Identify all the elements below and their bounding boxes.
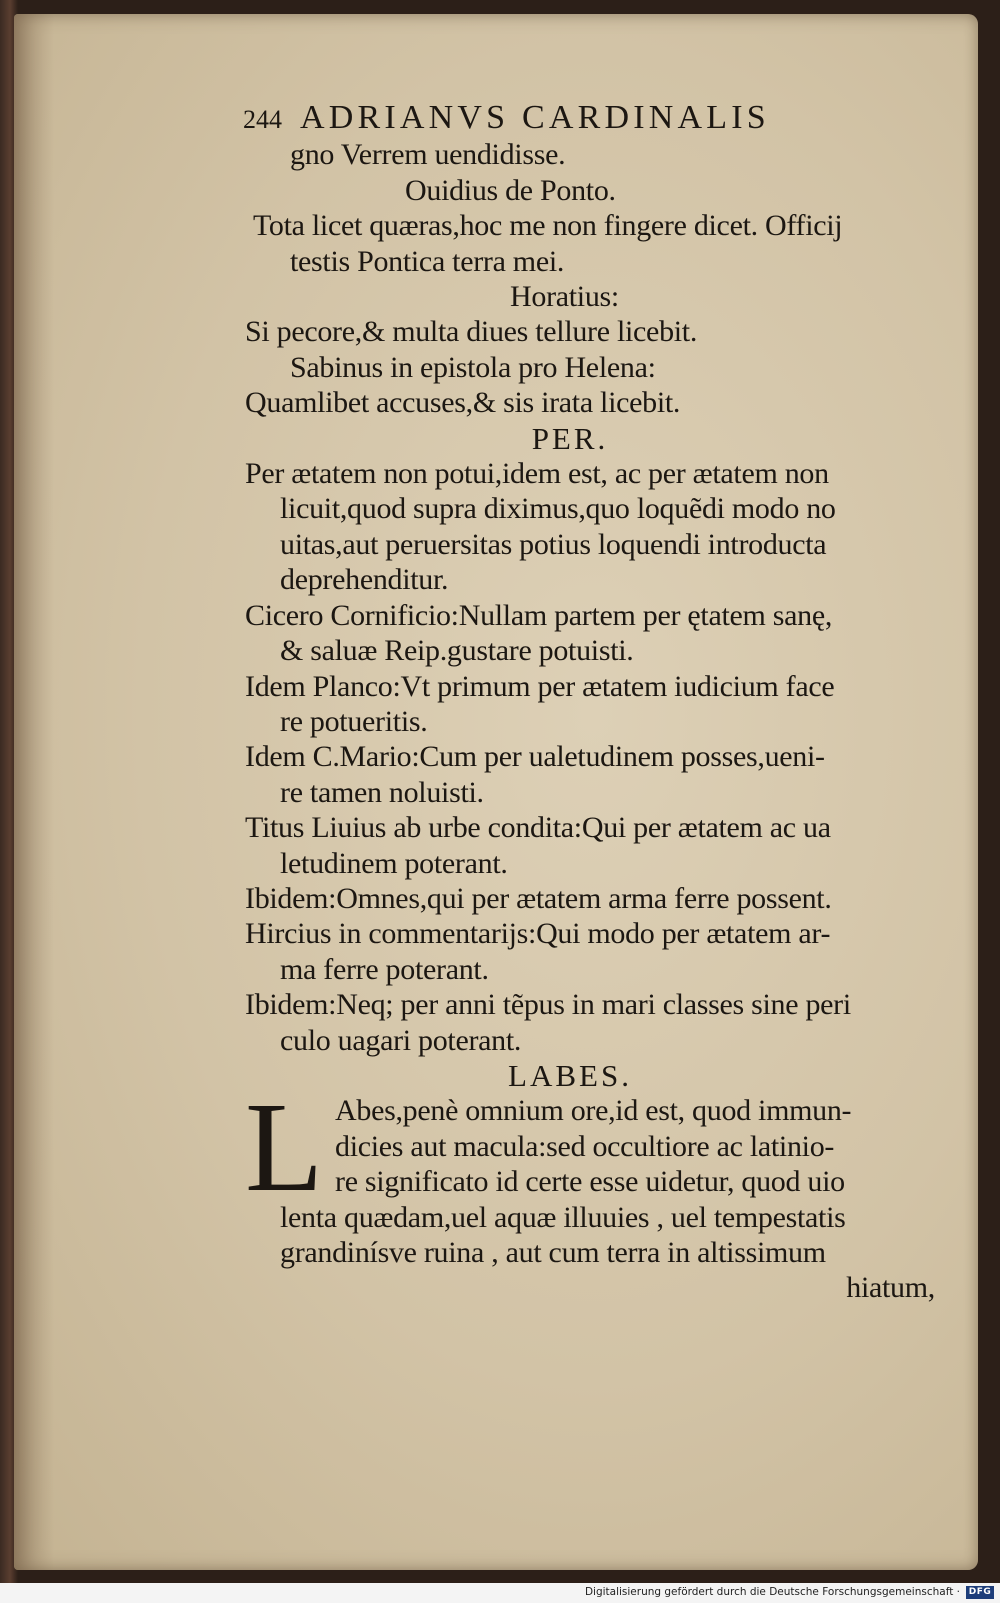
section-heading-labes: LABES. <box>508 1057 632 1093</box>
citation-heading: Horatius: <box>510 280 619 314</box>
text-line: re potueritis. <box>280 704 428 738</box>
text-line: dicies aut macula:sed occultiore ac latinio- <box>335 1129 835 1163</box>
funding-notice: Digitalisierung gefördert durch die Deutsche Forschungsgemeinschaft · <box>584 1586 960 1598</box>
text-line: uitas,aut peruersitas potius loquendi introducta <box>280 527 827 561</box>
text-line: Abes,penè omnium ore,id est, quod immun- <box>335 1094 852 1128</box>
text-line: testis Pontica terra mei. <box>290 244 565 278</box>
catchword: hiatum, <box>846 1271 935 1305</box>
text-line: grandinísve ruina , aut cum terra in altissimum <box>280 1236 826 1269</box>
text-line: Per ætatem non potui,idem est, ac per ætatem non <box>245 457 829 491</box>
text-line: Quamlibet accuses,& sis irata licebit. <box>245 386 681 420</box>
text-line: re tamen noluisti. <box>280 775 484 809</box>
citation-heading: Ouidius de Ponto. <box>405 173 616 207</box>
text-line: deprehenditur. <box>280 563 449 597</box>
text-line: Cicero Cornificio:Nullam partem per ętatem sanę, <box>245 598 833 632</box>
text-line: Ibidem:Neq; per anni tẽpus in mari classes sine peri <box>245 988 851 1022</box>
text-line: Si pecore,& multa diues tellure licebit. <box>245 315 698 349</box>
running-head: ADRIANVS CARDINALIS <box>300 99 770 136</box>
citation-heading: Sabinus in epistola pro Helena: <box>290 350 656 384</box>
text-line: ma ferre poterant. <box>280 952 489 986</box>
text-line: re significato id certe esse uidetur, quod uio <box>335 1165 845 1199</box>
text-line: culo uagari poterant. <box>280 1023 522 1057</box>
text-line: Hircius in commentarijs:Qui modo per ætatem ar- <box>245 917 831 951</box>
text-line: Titus Liuius ab urbe condita:Qui per ætatem ac ua <box>245 811 831 845</box>
page-number: 244 <box>243 105 282 134</box>
text-line: Idem Planco:Vt primum per ætatem iudicium face <box>245 669 835 703</box>
text-line: gno Verrem uendidisse. <box>290 138 566 172</box>
text-line: Idem C.Mario:Cum per ualetudinem posses,ueni- <box>245 740 825 774</box>
text-line: lenta quædam,uel aquæ illuuies , uel tempestatis <box>280 1200 846 1234</box>
text-line: Ibidem:Omnes,qui per ætatem arma ferre possent. <box>245 881 832 915</box>
text-line: Tota licet quæras,hoc me non fingere dicet. Officij <box>253 209 843 243</box>
section-heading-per: PER. <box>531 420 609 456</box>
text-line: letudinem poterant. <box>280 846 508 880</box>
page-header <box>243 100 935 137</box>
dfg-logo: DFG <box>966 1586 994 1599</box>
labes-paragraph <box>245 1076 935 1305</box>
text-line: & saluæ Reip.gustare potuisti. <box>280 634 634 668</box>
text-line: licuit,quod supra diximus,quo loquẽdi modo no <box>280 492 836 526</box>
drop-cap: L <box>245 1076 323 1219</box>
page-text <box>245 100 935 1306</box>
